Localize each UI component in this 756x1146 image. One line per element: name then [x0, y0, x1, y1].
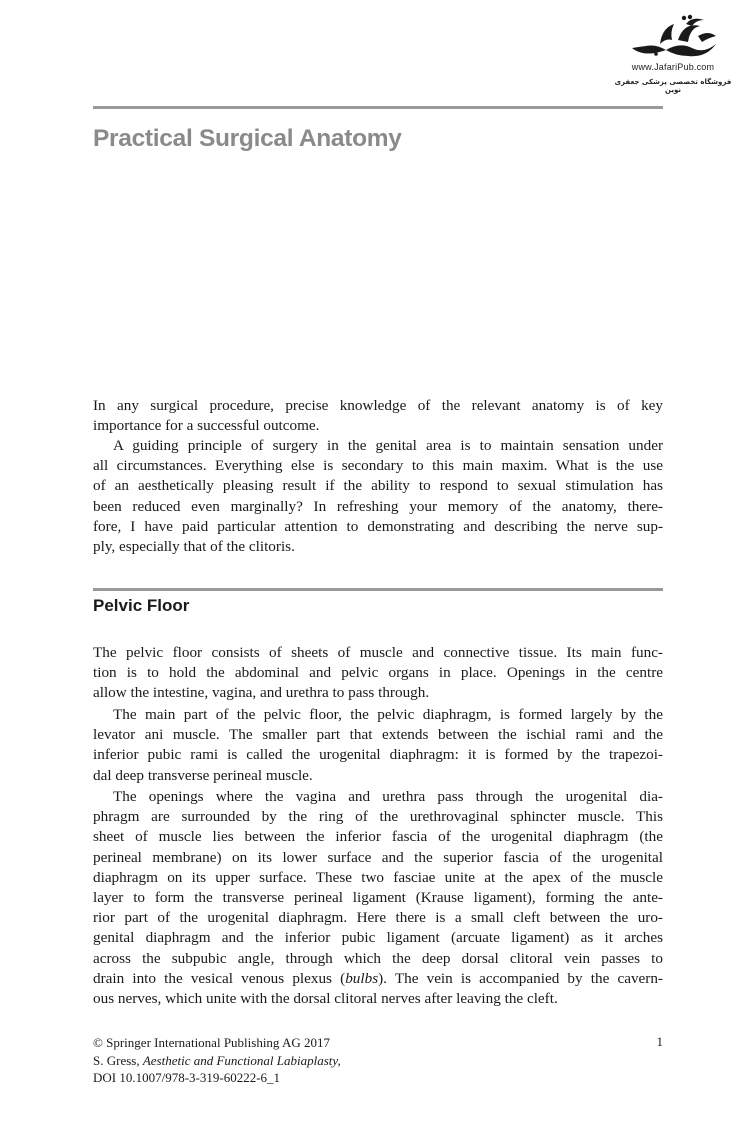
text-line: all circumstances. Everything else is secondary to this main maxim. What is the use [93, 457, 663, 475]
text-line: In any surgical procedure, precise knowledge of the relevant anatomy is of key [93, 397, 663, 414]
text-line: across the subpubic angle, through which the deep dorsal clitoral vein passes to [93, 949, 663, 967]
text-line: drain into the vesical venous plexus (bulbs). The vein is accompanied by the cavern- [93, 969, 663, 987]
section-rule [93, 588, 663, 591]
text-line: layer to form the transverse perineal ligament (Krause ligament), forming the ante- [93, 889, 663, 907]
text-line: been reduced even marginally? In refreshing your memory of the anatomy, there- [93, 497, 663, 515]
text-line: importance for a successful outcome. [93, 417, 320, 435]
publisher-url: www.JafariPub.com [631, 62, 715, 72]
text-line: genital diaphragm and the inferior pubic ligament (arcuate ligament) as it arches [93, 929, 663, 947]
footer-citation [93, 1034, 341, 1087]
text-line: phragm are surrounded by the ring of the urethrovaginal sphincter muscle. This [93, 808, 663, 826]
author-name: S. Gress, [93, 1052, 143, 1068]
text-line: diaphragm on its upper surface. These two fasciae unite at the apex of the muscle [93, 868, 663, 886]
text-line: inferior pubic rami is called the urogenital diaphragm: it is formed by the trapezoi- [93, 746, 663, 764]
jafari-logo-icon [626, 14, 720, 60]
text-line: ous nerves, which unite with the dorsal clitoral nerves after leaving the cleft. [93, 990, 558, 1008]
intro-paragraph-2 [93, 436, 663, 557]
book-citation [93, 1052, 341, 1070]
text-line: dal deep transverse perineal muscle. [93, 766, 313, 784]
section-paragraph-1 [93, 643, 663, 704]
page-number: 1 [656, 1034, 663, 1049]
text-line: allow the intestine, vagina, and urethra to pass through. [93, 684, 430, 702]
publisher-logo [612, 14, 734, 94]
section-paragraph-3 [93, 787, 663, 1009]
text-line: tion is to hold the abdominal and pelvic organs in place. Openings in the centre [93, 664, 663, 682]
text-line: rior part of the urogenital diaphragm. Here there is a small cleft between the uro- [93, 909, 663, 927]
section-paragraph-2 [93, 705, 663, 786]
text-line: of an aesthetically pleasing result if the ability to respond to sexual stimulation has [93, 477, 663, 495]
doi-line: DOI 10.1007/978-3-319-60222-6_1 [93, 1070, 281, 1085]
text-line: The pelvic floor consists of sheets of muscle and connective tissue. Its main func- [93, 644, 663, 661]
chapter-title: Practical Surgical Anatomy [93, 125, 402, 152]
chapter-rule [93, 106, 663, 109]
copyright-line: © Springer International Publishing AG 2017 [93, 1035, 330, 1050]
text-line: The main part of the pelvic floor, the pelvic diaphragm, is formed largely by the [113, 706, 663, 723]
text-line: A guiding principle of surgery in the genital area is to maintain sensation under [113, 437, 663, 454]
intro-paragraph-1 [93, 396, 663, 436]
text-line: ply, especially that of the clitoris. [93, 538, 295, 556]
text-line: fore, I have paid particular attention to demonstrating and describing the nerve sup- [93, 517, 663, 535]
text-line: The openings where the vagina and urethra pass through the urogenital dia- [113, 788, 663, 805]
text-line: perineal membrane) on its lower surface and the superior fascia of the urogenital [93, 848, 663, 866]
text-line: levator ani muscle. The smaller part that extends between the ischial rami and the [93, 726, 663, 744]
text-line: sheet of muscle lies between the inferior fascia of the urogenital diaphragm (the [93, 828, 663, 846]
book-title: Aesthetic and Functional Labiaplasty, [142, 1052, 341, 1068]
publisher-tagline: فروشگاه تخصصی پزشکی جعفری نوین [614, 78, 732, 94]
section-title: Pelvic Floor [93, 596, 190, 615]
